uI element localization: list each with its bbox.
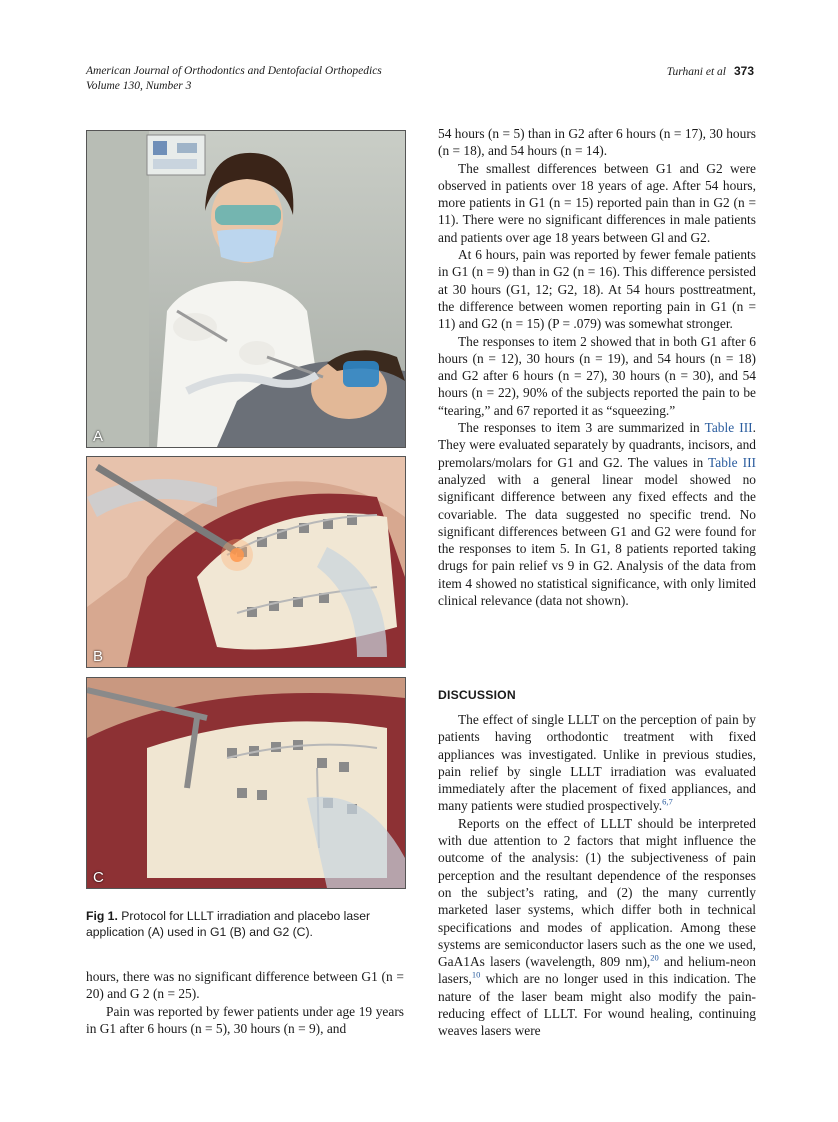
- paragraph: The responses to item 3 are summarized in Table III. They were evaluated separately by quadrants, incisors, and premolars/molars for G1 and G2. The values in Table III analyzed with a general linear model showed no significant difference between any fixed effects and the covariable. The data suggested no specific trend. No significant differences between G1 and G2 were found for the responses to item 5. In G1, 8 patients reported taking drugs for pain relief vs 9 in G2. Analysis of the data from item 4 showed no statistical significance, with only limited clinical relevance (data not shown).: [438, 420, 756, 609]
- paragraph: 54 hours (n = 5) than in G2 after 6 hours (n = 17), 30 hours (n = 18), and 54 hours (n = 14).: [438, 126, 756, 159]
- panel-label-b: B: [93, 648, 104, 665]
- section-heading-discussion: DISCUSSION: [438, 688, 516, 702]
- running-header-authors: [667, 64, 754, 78]
- journal-title: American Journal of Orthodontics and Dentofacial Orthopedics: [86, 65, 382, 77]
- paragraph: The effect of single LLLT on the perception of pain by patients having orthodontic treatment with fixed appliances was investigated. Unlike in previous studies, pain relief by single LLLT irradiation was evaluated immediately after the placement of fixed appliances, and many patients were studied prospectively.$^{6,7}$: [438, 712, 756, 814]
- caption-label: Fig 1.: [86, 909, 118, 923]
- paragraph: Reports on the effect of LLLT should be interpreted with due attention to 2 factors that might influence the outcome of the analysis: (1) the subjectiveness of pain perception and the resultant dependence of the responses on the subject’s rating, and (2) the many currently marketed laser systems, which differ both in technical specifications and modes of application. Among these systems are semiconductor lasers such as the one we used, GaA1As lasers (wavelength, 809 nm),$^{20}$ and helium-neon lasers,$^{10}$ which are no longer used in this indication. The nature of the laser beam might also modify the pain-reducing effect of LLLT. For wound healing, continuing weaves lasers were: [438, 815, 756, 1039]
- photo-intraoral-placebo: [87, 678, 405, 888]
- photo-laser-treatment: [87, 131, 405, 447]
- page-number: 373: [733, 64, 754, 78]
- journal-volume: Volume 130, Number 3: [86, 80, 192, 92]
- paragraph: At 6 hours, pain was reported by fewer female patients in G1 (n = 9) than in G2 (n = 16). This difference persisted at 30 hours (G1, 12; G2, 18). At 54 hours posttreatment, the difference between women reporting pain in G1 (n = 11) and G2 (n = 15) (P = .079) was somewhat stronger.: [438, 247, 756, 332]
- paragraph: The smallest differences between G1 and G2 were observed in patients over 18 years of age. After 54 hours, more patients in G1 (n = 15) reported pain than in G2 (n = 11). There were no significant differences in male patients and patients over age 18 years between Gl and G2.: [438, 160, 756, 245]
- discussion-text: [438, 711, 756, 1040]
- reference-citation[interactable]: 10: [471, 969, 481, 980]
- panel-label-a: A: [93, 428, 104, 445]
- figure-panel-c: [86, 677, 406, 889]
- right-column-text: [438, 125, 756, 609]
- photo-intraoral-laser: [87, 457, 405, 667]
- running-header-journal: [86, 64, 382, 94]
- paragraph: The responses to item 2 showed that in both G1 after 6 hours (n = 12), 30 hours (n = 19), and 54 hours (n = 18) and G2 after 6 hours (n = 27), 30 hours (n = 30), and 54 hours (n = 22), 90% of the subjects reported the pain to be “tearing,” and 67 reported it as “squeezing.”: [438, 333, 756, 418]
- reference-citation[interactable]: 20: [650, 952, 659, 963]
- figure-panel-a: [86, 130, 406, 448]
- figure-panel-b: [86, 456, 406, 668]
- caption-text: Protocol for LLLT irradiation and placebo laser application (A) used in G1 (B) and G2 (C).: [86, 909, 371, 939]
- paragraph: Pain was reported by fewer patients under age 19 years in G1 after 6 hours (n = 5), 30 hours (n = 9), and: [86, 1003, 404, 1036]
- panel-label-c: C: [93, 869, 104, 886]
- reference-citation[interactable]: 6,7: [662, 797, 673, 808]
- paragraph: hours, there was no significant difference between G1 (n = 20) and G 2 (n = 25).: [86, 969, 404, 1002]
- left-column-text: [86, 968, 404, 1037]
- table-iii-link[interactable]: Table III: [708, 454, 756, 470]
- figure-caption: [86, 908, 406, 940]
- authors: Turhani et al: [666, 66, 726, 78]
- table-iii-link[interactable]: Table III: [704, 420, 753, 436]
